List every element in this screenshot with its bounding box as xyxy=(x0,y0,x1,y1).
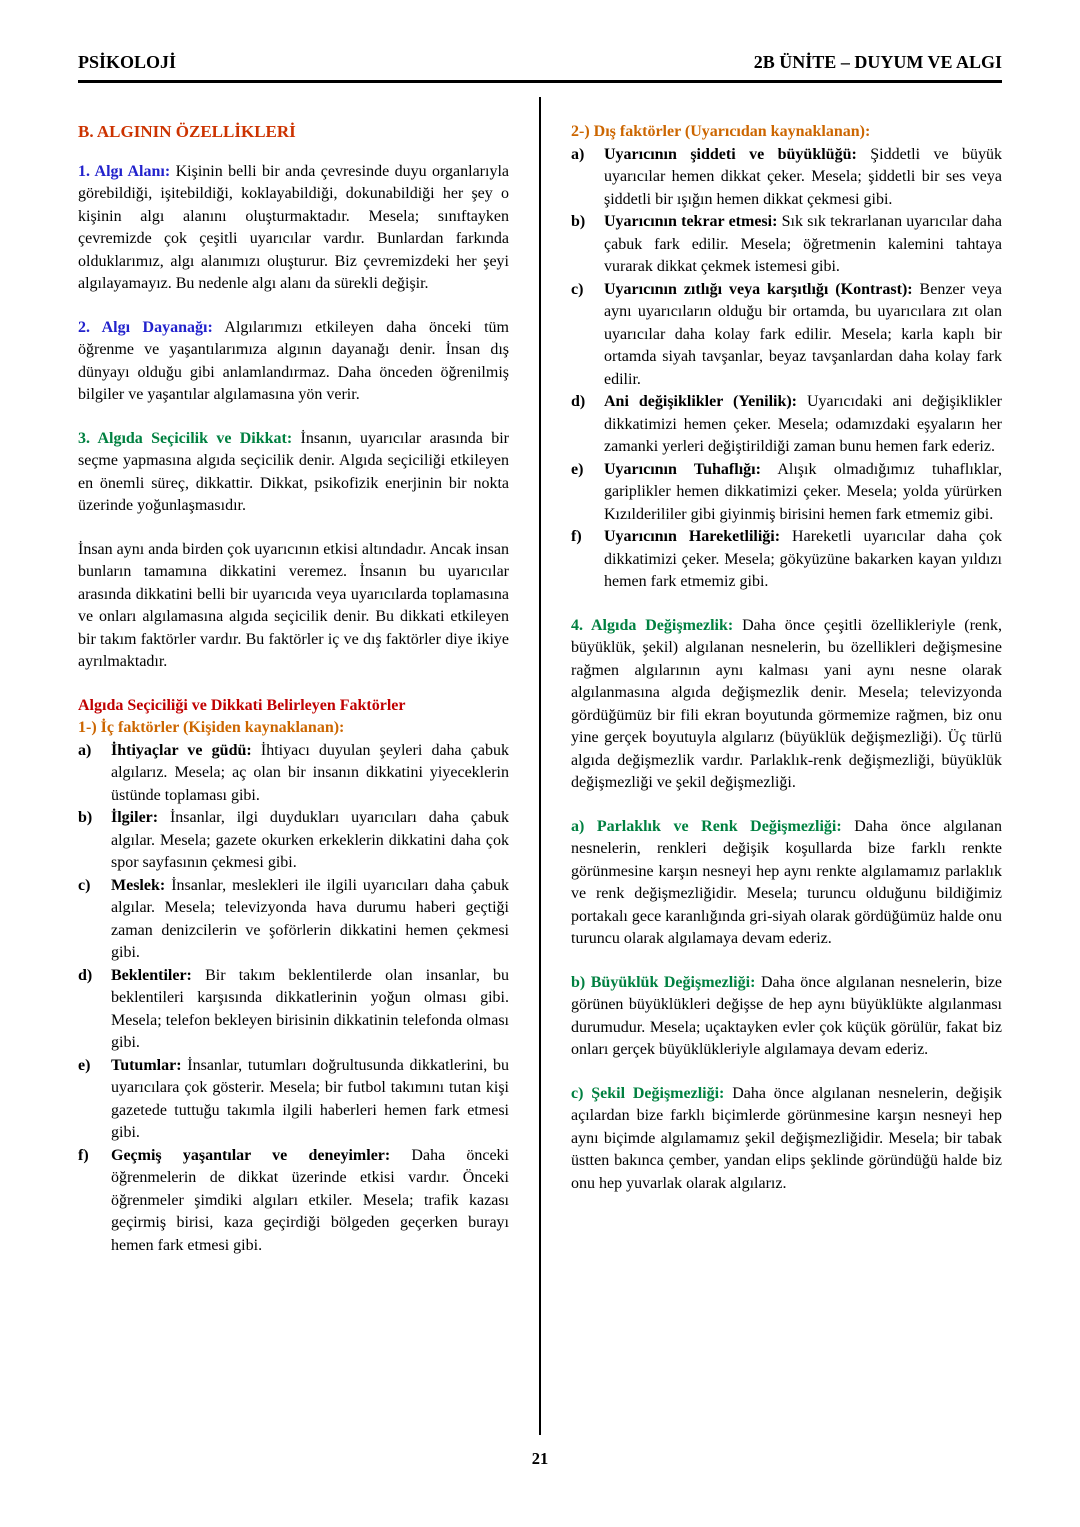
paragraph-sekil-degismezligi xyxy=(571,1083,1002,1196)
paragraph-label-buyukluk: b) Büyüklük Değişmezliği: xyxy=(571,973,756,991)
item-text: İnsanlar, tutumları doğrultusunda dikkatlerini, bu uyarıcılara çok gösterir. Mesela; bir futbol takımını tutan kişi gazetede tuttuğu takımla ilgili haberleri hemen fark etmesi gibi. xyxy=(111,1056,510,1141)
paragraph-text: Daha önce algılanan nesnelerin, değişik açılardan bize farklı biçimlerde görünmesine karşın nesneyi hep aynı biçimde algılamamız şekil değişmezliğidir. Mesela; bir tabak üstten bakınca çember, yandan elips şeklinde göründüğü halde biz onu hep yuvarlak olarak algılarız. xyxy=(571,1084,1002,1192)
header-left-title: PSİKOLOJİ xyxy=(78,52,177,72)
paragraph-algi-dayanagi xyxy=(78,317,509,407)
paragraph-parlaklik-renk-degismezligi xyxy=(571,816,1002,951)
list-item-meslek xyxy=(78,875,509,965)
paragraph-algida-degismezlik xyxy=(571,615,1002,795)
item-text: İhtiyacı duyulan şeyleri daha çabuk algılarız. Mesela; aç olan bir insanın dikkatini yiyeceklerin üstünde toplaması gibi. xyxy=(111,741,510,804)
list-item-ani-degisiklikler xyxy=(571,391,1002,459)
external-factors-list xyxy=(571,144,1002,594)
item-text: Sık sık tekrarlanan uyarıcılar daha çabuk fark edilir. Mesela; öğretmenin kalemini tahtaya vurarak dikkat çekmek istemesi gibi. xyxy=(604,213,1002,275)
paragraph-label-algida-secicilik: 3. Algıda Seçicilik ve Dikkat: xyxy=(78,429,293,447)
item-marker: a) xyxy=(571,145,585,163)
item-label: Uyarıcının şiddeti ve büyüklüğü: xyxy=(604,145,857,163)
list-item-ilgiler xyxy=(78,807,509,875)
list-item-gecmis-yasantilar xyxy=(78,1145,509,1258)
item-label: Uyarıcının Tuhaflığı: xyxy=(604,460,761,478)
item-marker: b) xyxy=(571,213,586,230)
item-marker: c) xyxy=(571,280,584,298)
paragraph-dikkat-faktorleri xyxy=(78,539,509,674)
item-marker: e) xyxy=(78,1056,91,1074)
paragraph-algida-secicilik xyxy=(78,428,509,518)
item-text: Alışık olmadığımız tuhaflıklar, gariplikler hemen dikkatimizi çeker. Mesela; yolda yürürken Kızılderililer gibi giyinmiş birisini hemen fark etmemiz gibi. xyxy=(604,460,1002,523)
item-label: İhtiyaçlar ve güdü: xyxy=(111,741,252,759)
item-label: Ani değişiklikler (Yenilik): xyxy=(604,393,798,410)
factors-heading: Algıda Seçiciliği ve Dikkati Belirleyen Faktörler xyxy=(78,696,406,714)
paragraph-text: İnsanın, uyarıcılar arasında bir seçme yapmasına algıda seçicilik denir. Algıda seçiciliği etkileyen en önemli süreç, dikkattir. Dikkat, psikofizik enerjinin bir nokta üzerinde yoğunlaşmasıdır. xyxy=(78,429,509,514)
item-text: Bir takım beklentilerde olan insanlar, bu beklentileri karşısında dikkatlerinin yoğun olması gibi. Mesela; telefon bekleyen birisinin dikkatinin telefonda olması gibi. xyxy=(111,966,510,1051)
external-factors-heading: 2-) Dış faktörler (Uyarıcıdan kaynaklanan): xyxy=(571,123,871,140)
list-item-tuhaflik xyxy=(571,459,1002,527)
page-number: 21 xyxy=(531,1449,549,1468)
list-item-tekrar xyxy=(571,211,1002,279)
item-marker: f) xyxy=(78,1146,89,1164)
list-item-kontrast xyxy=(571,279,1002,392)
item-label: İlgiler: xyxy=(111,809,159,826)
paragraph-label-sekil: c) Şekil Değişmezliği: xyxy=(571,1084,725,1102)
paragraph-algi-alani xyxy=(78,161,509,296)
item-label: Tutumlar: xyxy=(111,1056,182,1074)
list-item-tutumlar xyxy=(78,1055,509,1145)
item-label: Beklentiler: xyxy=(111,966,192,984)
list-item-ihtiyaclar xyxy=(78,740,509,808)
item-label: Uyarıcının zıtlığı veya karşıtlığı (Kontrast): xyxy=(604,280,913,298)
item-text: Uyarıcıdaki ani değişiklikler dikkatimizi hemen çeker. Mesela; odamızdaki eşyaların her zamanki yerleri değiştirildiği zaman bunu hemen fark ederiz. xyxy=(604,393,1003,455)
item-text: Hareketli uyarıcılar daha çok dikkatimizi çeker. Mesela; gökyüzüne bakarken kayan yıldızı hemen fark etmemiz gibi. xyxy=(604,528,1003,590)
paragraph-buyukluk-degismezligi xyxy=(571,972,1002,1062)
internal-factors-heading: 1-) İç faktörler (Kişiden kaynaklanan): xyxy=(78,719,345,736)
item-text: Daha önceki öğrenmelerin de dikkat üzerinde etkisi vardır. Önceki öğrenmeler şimdiki algıları etkiler. Mesela; trafik kazası geçirmiş birisi, kaza geçirdiği bölgeden geçerken burayı hemen fark etmesi gibi. xyxy=(111,1146,509,1254)
paragraph-label-algida-degismezlik: 4. Algıda Değişmezlik: xyxy=(571,616,734,634)
paragraph-text: Algılarımızı etkileyen daha önceki tüm öğrenme ve yaşantılarımıza algının dayanağı denir. İnsan dış dünyayı olduğu gibi anlamlandırmaz. Daha önceden öğrenilmiş bilgiler ve yaşantılar algılamasına yön verir. xyxy=(78,318,509,403)
column-divider xyxy=(539,97,541,1435)
item-text: İnsanlar, meslekleri ile ilgili uyarıcıları daha çabuk algılar. Mesela; televizyonda hava durumu haberi geçtiği zaman denizcilerin ve şoförlerin dikkatini hemen çekmesi gibi. xyxy=(111,876,509,961)
list-item-hareketlilik xyxy=(571,526,1002,594)
item-text: Şiddetli ve büyük uyarıcılar hemen dikkat çeker. Mesela; şiddetli bir ses veya şiddetli bir ışığın hemen dikkat çekmesi gibi. xyxy=(604,145,1003,208)
paragraph-text: Daha önce çeşitli özellikleriyle (renk, büyüklük, şekil) algılanan nesnelerin, bu özellikleri değişmesine rağmen algılarının aynı kalması yani aynı nesne olarak algılanmasına algıda değişmezlik denir. Mesela; televizyonda gördüğümüz bir fili ekran boyutunda görmemize rağmen, biz onu yine gerçek boyutuyla algılarız (büyüklük değişmezliği). Üç türlü algıda değişmezlik vardır. Parlaklık-renk değişmezliği, büyüklük değişmezliği ve şekil değişmezliği. xyxy=(571,616,1002,791)
list-item-siddet-buyukluk xyxy=(571,144,1002,212)
page-footer xyxy=(0,1449,1080,1469)
paragraph-text: İnsan aynı anda birden çok uyarıcının etkisi altındadır. Ancak insan bunların tamamına dikkatini veremez. İnsanın bu uyarıcılar arasında dikkatini belli bir uyarıcıda veya uyarıcılarda toplamasına ve onları algılamasına algıda seçicilik denir. Bu dikkati etkileyen bir takım faktörler vardır. Bu faktörler iç ve dış faktörler diye ikiye ayrılmaktadır. xyxy=(78,540,509,670)
item-text: İnsanlar, ilgi duydukları uyarıcıları daha çabuk algılar. Mesela; gazete okurken erkeklerin dikkatini daha çok spor sayfasının çekmesi gibi. xyxy=(111,809,509,871)
page-header xyxy=(78,52,1002,80)
item-marker: e) xyxy=(571,460,584,478)
paragraph-text: Daha önce algılanan nesnelerin, renkleri değişik koşullarda bize farklı renkte görünmesine karşın nesneyi hep aynı renkte algılamamız parlaklık ve renk değişmezliğidir. Mesela; turuncu olduğunu bildiğimiz portakalı gece karanlığında gri-siyah olarak gördüğümüz halde onu turuncu olarak algılamaya devam ederiz. xyxy=(571,817,1003,947)
list-item-beklentiler xyxy=(78,965,509,1055)
item-text: Benzer veya aynı uyarıcıların olduğu bir ortamda, bu uyarıcılara zıt olan uyarıcılar daha kolay fark edilir. Mesela; karla kaplı bir ortamda siyah tavşanlar, beyaz tavşanlardan daha kolay fark edilir. xyxy=(604,280,1002,388)
item-marker: b) xyxy=(78,809,93,826)
item-marker: f) xyxy=(571,528,582,545)
header-rule xyxy=(78,80,1002,83)
content-area xyxy=(78,97,1002,1527)
paragraph-label-parlaklik-renk: a) Parlaklık ve Renk Değişmezliği: xyxy=(571,817,842,835)
paragraph-text: Kişinin belli bir anda çevresinde duyu organlarıyla görebildiği, işitebildiği, koklayabildiği, dokunabildiği her şey o kişinin algı alanını oluşturmaktadır. Mesela; sınıftayken çevremizde çok çeşitli uyarıcılar vardır. Bunlardan farkında olduklarımız, algı alanımızı oluşturur. Biz çevremizdeki her şeyi algılayamayız. Bu nedenle algı alanı da sürekli değişir. xyxy=(78,162,509,292)
paragraph-text: Daha önce algılanan nesnelerin, bize görünen büyüklükleri değişse de hep aynı büyüklükte algılanması durumudur. Mesela; uçaktayken evler çok küçük görülür, fakat biz onları gerçek büyüklükleriyle algılamaya devam ederiz. xyxy=(571,973,1003,1058)
section-heading-alginin-ozellikleri: B. ALGININ ÖZELLİKLERİ xyxy=(78,122,296,141)
item-marker: d) xyxy=(571,393,586,410)
left-column xyxy=(78,97,540,1527)
item-label: Uyarıcının tekrar etmesi: xyxy=(604,213,778,230)
paragraph-label-algi-dayanagi: 2. Algı Dayanağı: xyxy=(78,318,213,336)
header-right-title: 2B ÜNİTE – DUYUM VE ALGI xyxy=(753,52,1002,72)
item-marker: c) xyxy=(78,876,91,894)
item-label: Geçmiş yaşantılar ve deneyimler: xyxy=(111,1146,391,1164)
item-label: Uyarıcının Hareketliliği: xyxy=(604,528,781,545)
item-label: Meslek: xyxy=(111,876,166,894)
right-column xyxy=(540,97,1002,1527)
paragraph-label-algi-alani: 1. Algı Alanı: xyxy=(78,162,171,180)
item-marker: d) xyxy=(78,966,93,984)
internal-factors-list xyxy=(78,740,509,1258)
item-marker: a) xyxy=(78,741,92,759)
